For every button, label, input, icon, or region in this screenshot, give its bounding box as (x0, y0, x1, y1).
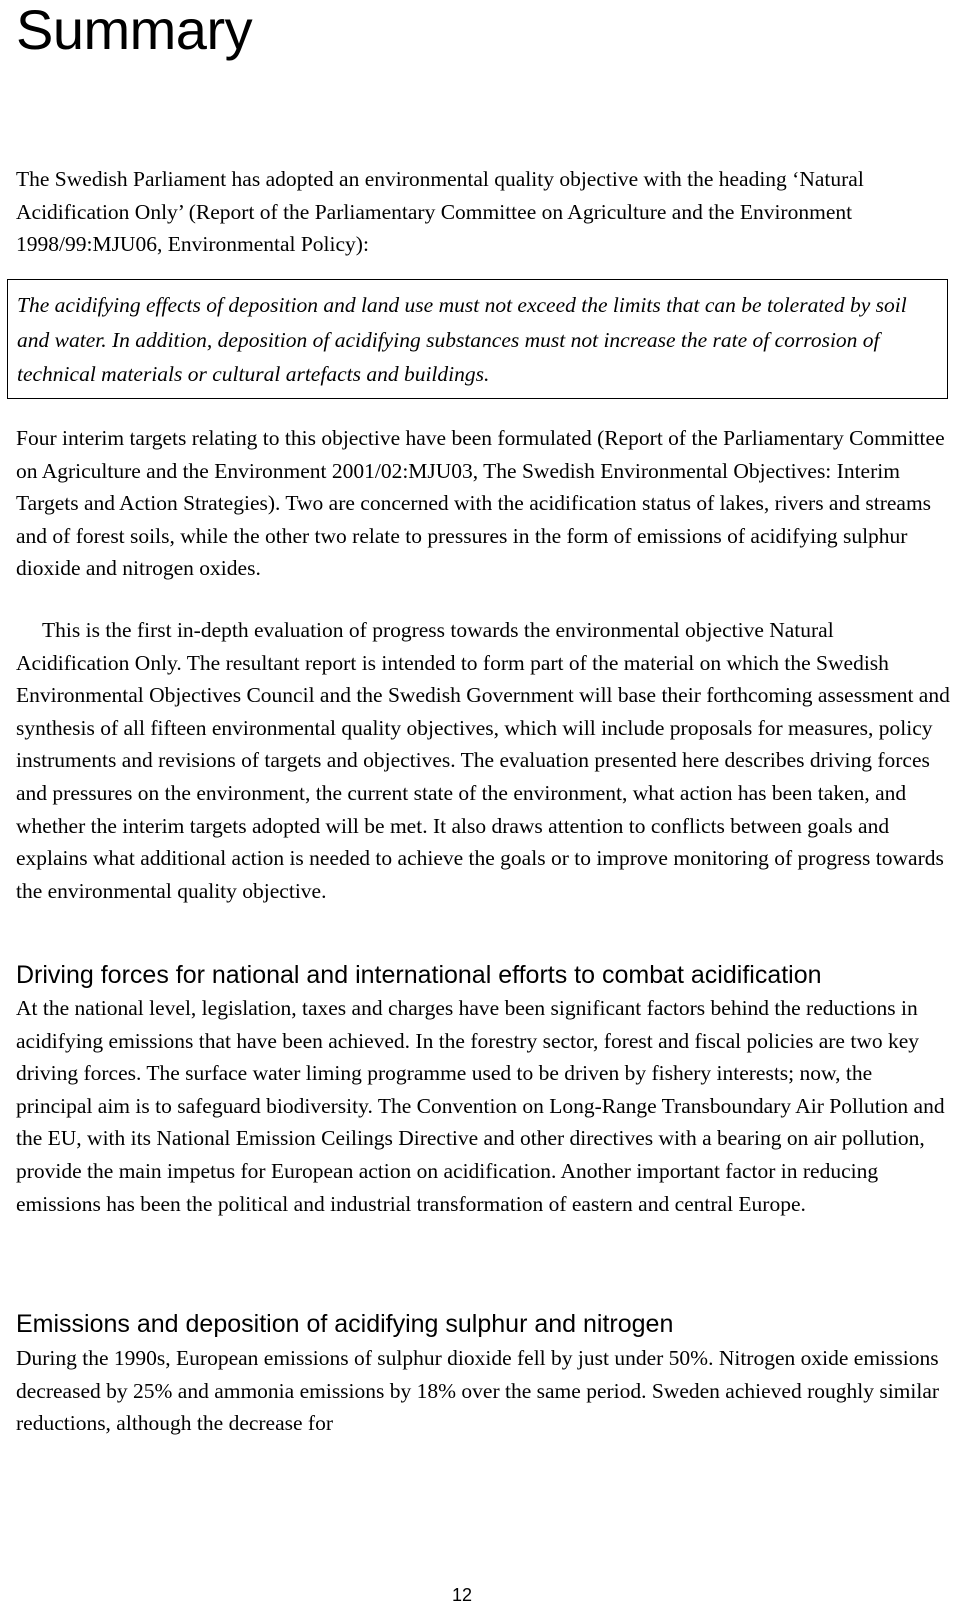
evaluation-paragraph: This is the first in-depth evaluation of progress towards the environmental objective Natural Acidification Only. The resultant report is intended to form part of the material on which the Swedish Environmental Objectives Council and the Swedish Government will base their forthcoming assessment and synthesis of all fifteen environmental quality objectives, which will include proposals for measures, policy instruments and revisions of targets and objectives. The evaluation presented here describes driving forces and pressures on the environment, the current state of the environment, what action has been taken, and whether the interim targets adopted will be met. It also draws attention to conflicts between goals and explains what additional action is needed to achieve the goals or to improve monitoring of progress towards the environmental quality objective. (16, 618, 950, 903)
section-heading-driving-forces: Driving forces for national and international efforts to combat acidification (16, 961, 822, 989)
interim-targets-paragraph: Four interim targets relating to this objective have been formulated (Report of the Parliamentary Committee on Agriculture and the Environment 2001/02:MJU03, The Swedish Environmental Objectives: Interim Targets and Action Strategies). Two are concerned with the acidification status of lakes, rivers and streams and of forest soils, while the other two relate to pressures in the form of emissions of acidifying sulphur dioxide and nitrogen oxides. (16, 426, 945, 581)
emissions-paragraph: During the 1990s, European emissions of sulphur dioxide fell by just under 50%. Nitrogen oxide emissions decreased by 25% and ammonia emissions by 18% over the same period. Sweden achieved roughly similar reductions, although the decrease for (16, 1346, 940, 1436)
page-number: 12 (451, 1585, 473, 1605)
section-heading-emissions: Emissions and deposition of acidifying sulphur and nitrogen (16, 1310, 674, 1338)
driving-forces-paragraph: At the national level, legislation, taxes and charges have been significant factors behind the reductions in acidifying emissions that have been achieved. In the forestry sector, forest and fiscal policies are two key driving forces. The surface water liming programme used to be driven by fishery interests; now, the principal aim is to safeguard biodiversity. The Convention on Long-Range Transboundary Air Pollution and the EU, with its National Emission Ceilings Directive and other directives with a bearing on air pollution, provide the main impetus for European action on acidification. Another important factor in reducing emissions has been the political and industrial transformation of eastern and central Europe. (16, 996, 945, 1216)
page-title: Summary (16, 0, 253, 61)
objective-quote-box (7, 279, 948, 399)
objective-quote-text: The acidifying effects of deposition and land use must not exceed the limits that can be tolerated by soil and water. In addition, deposition of acidifying substances must not increase the rate of corrosion of technical materials or cultural artefacts and buildings. (17, 293, 907, 386)
intro-paragraph: The Swedish Parliament has adopted an environmental quality objective with the heading ‘Natural Acidification Only’ (Report of the Parliamentary Committee on Agriculture and the Environment 1998/99:MJU06, Environmental Policy): (16, 167, 864, 257)
